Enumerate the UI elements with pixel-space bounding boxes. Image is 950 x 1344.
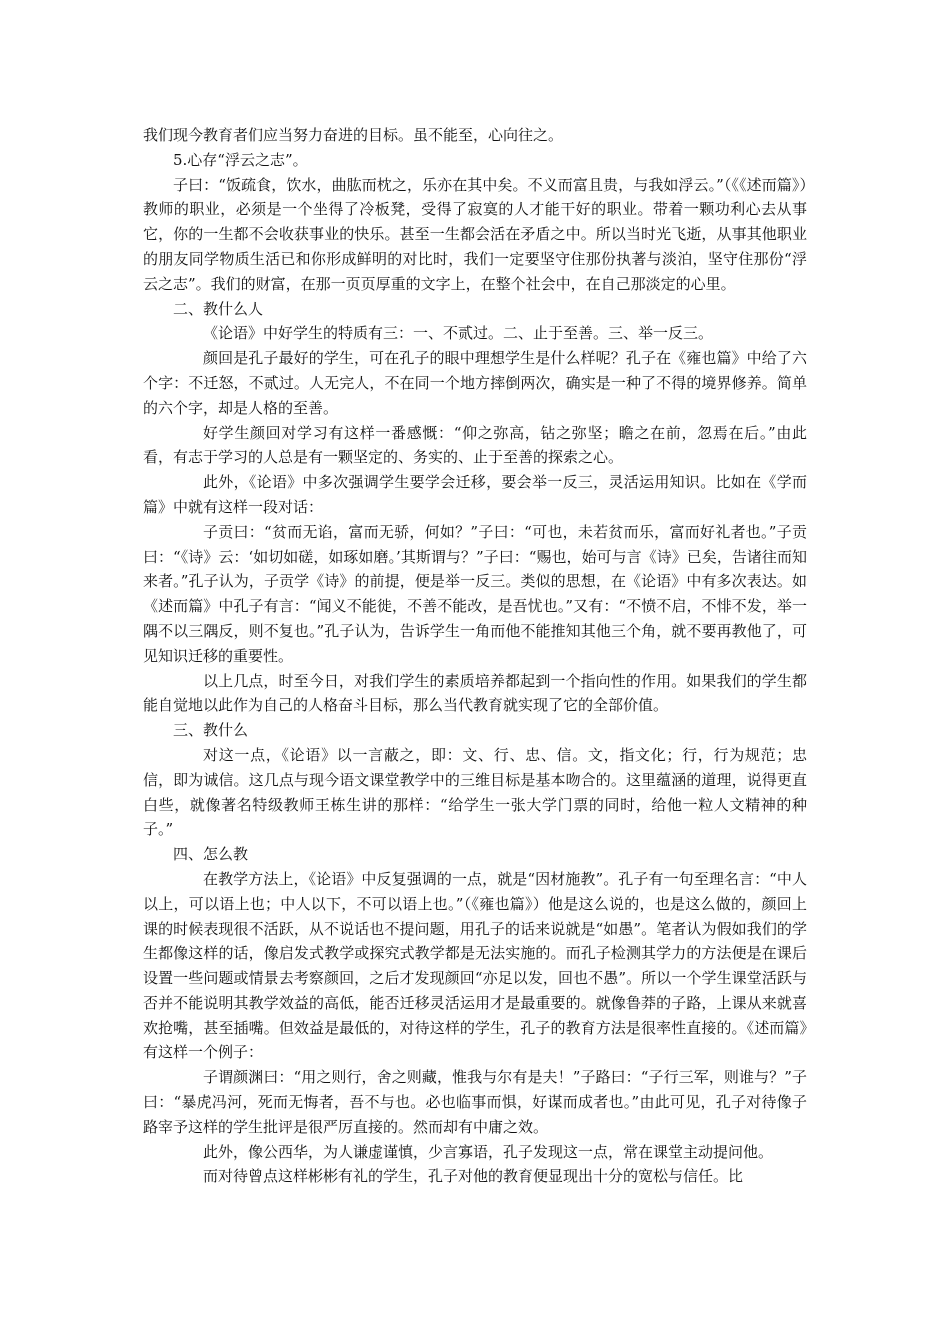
paragraph: 《论语》中好学生的特质有三：一、不贰过。二、止于至善。三、举一反三。 [203,324,714,343]
paragraph: 以上几点，时至今日，对我们学生的素质培养都起到一个指向性的作用。如果我们的学生都能自觉地以此作为自己的人格奋斗目标，那么当代教育就实现了它的全部价值。 [143,671,807,715]
paragraph: 四、怎么教 [173,845,249,864]
paragraph: 在教学方法上，《论语》中反复强调的一点，就是“因材施教”。孔子有一句至理名言：“中人以上，可以语上也；中人以下，不可以语上也。”（《雍也篇》）他是这么说的，也是这么做的，颜回上课的时候表现很不活跃，从不说话也不提问题，用孔子的话来说就是“如愚”。笔者认为假如我们的学生都像这样的话，像启发式教学或探究式教学都是无法实施的。而孔子检测其学力的方法便是在课后设置一些问题或情景去考察颜回，之后才发现颜回“亦足以发，回也不愚”。所以一个学生课堂活跃与否并不能说明其教学效益的高低，能否迁移灵活运用才是最重要的。就像鲁莽的子路，上课从来就喜欢抢嘴，甚至插嘴。但效益是最低的，对待这样的学生，孔子的教育方法是很率性直接的。《述而篇》有这样一个例子： [143,869,807,1062]
paragraph: 颜回是孔子最好的学生，可在孔子的眼中理想学生是什么样呢？孔子在《雍也篇》中给了六个字：不迁怒，不贰过。人无完人，不在同一个地方摔倒两次，确实是一种了不得的境界修养。简单的六个字，却是人格的至善。 [143,349,807,417]
paragraph: 子谓颜渊曰：“用之则行，舍之则藏，惟我与尔有是夫！”子路曰：“子行三军，则谁与？”子曰：“暴虎冯河，死而无悔者，吾不与也。必也临事而惧，好谋而成者也。”由此可见，孔子对待像子路宰予这样的学生批评是很严厉直接的。然而却有中庸之效。 [143,1068,807,1136]
paragraph: 三、教什么 [173,721,249,740]
paragraph: 好学生颜回对学习有这样一番感慨：“仰之弥高，钻之弥坚；瞻之在前，忽焉在后。”由此看，有志于学习的人总是有一颗坚定的、务实的、止于至善的探索之心。 [143,423,807,467]
paragraph: 对这一点，《论语》以一言蔽之，即：文、行、忠、信。文，指文化；行，行为规范；忠信，即为诚信。这几点与现今语文课堂教学中的三维目标是基本吻合的。这里蕴涵的道理，说得更直白些，就像著名特级教师王栋生讲的那样：“给学生一张大学门票的同时，给他一粒人文精神的种子。” [143,745,807,839]
paragraph: 而对待曾点这样彬彬有礼的学生，孔子对他的教育便显现出十分的宽松与信任。比 [203,1167,744,1186]
paragraph: 此外，像公西华，为人谦虚谨慎，少言寡语，孔子发现这一点，常在课堂主动提问他。 [203,1142,774,1161]
paragraph: 子曰：“饭疏食，饮水，曲肱而枕之，乐亦在其中矣。不义而富且贵，与我如浮云。”（《《述而篇》）教师的职业，必须是一个坐得了冷板凳，受得了寂寞的人才能干好的职业。带着一颗功利心去从事它，你的一生都不会收获事业的快乐。甚至一生都会活在矛盾之中。所以当时光飞逝，从事其他职业的朋友同学物质生活已和你形成鲜明的对比时，我们一定要坚守住那份执著与淡泊，坚守住那份“浮云之志”。我们的财富，在那一页页厚重的文字上，在整个社会中，在自己那淡定的心里。 [143,175,807,293]
paragraph: 子贡曰：“贫而无谄，富而无骄，何如？”子曰：“可也，未若贫而乐，富而好礼者也。”子贡曰：“《诗》云：‘如切如磋，如琢如磨。’其斯谓与？”子曰：“赐也，始可与言《诗》已矣，告诸往而知来者。”孔子认为，子贡学《诗》的前提，便是举一反三。类似的思想，在《论语》中有多次表达。如《述而篇》中孔子有言：“闻义不能徙，不善不能改，是吾忧也。”又有：“不愤不启，不悱不发，举一隅不以三隅反，则不复也。”孔子认为，告诉学生一角而他不能推知其他三个角，就不要再教他了，可见知识迁移的重要性。 [143,522,807,665]
paragraph: 我们现今教育者们应当努力奋进的目标。虽不能至，心向往之。 [143,126,564,144]
paragraph: 此外，《论语》中多次强调学生要学会迁移，要会举一反三，灵活运用知识。比如在《学而篇》中就有这样一段对话： [143,473,807,516]
paragraph: 二、教什么人 [173,299,264,318]
document-body [143,123,807,1189]
paragraph: 5.心存“浮云之志”。 [173,150,308,169]
